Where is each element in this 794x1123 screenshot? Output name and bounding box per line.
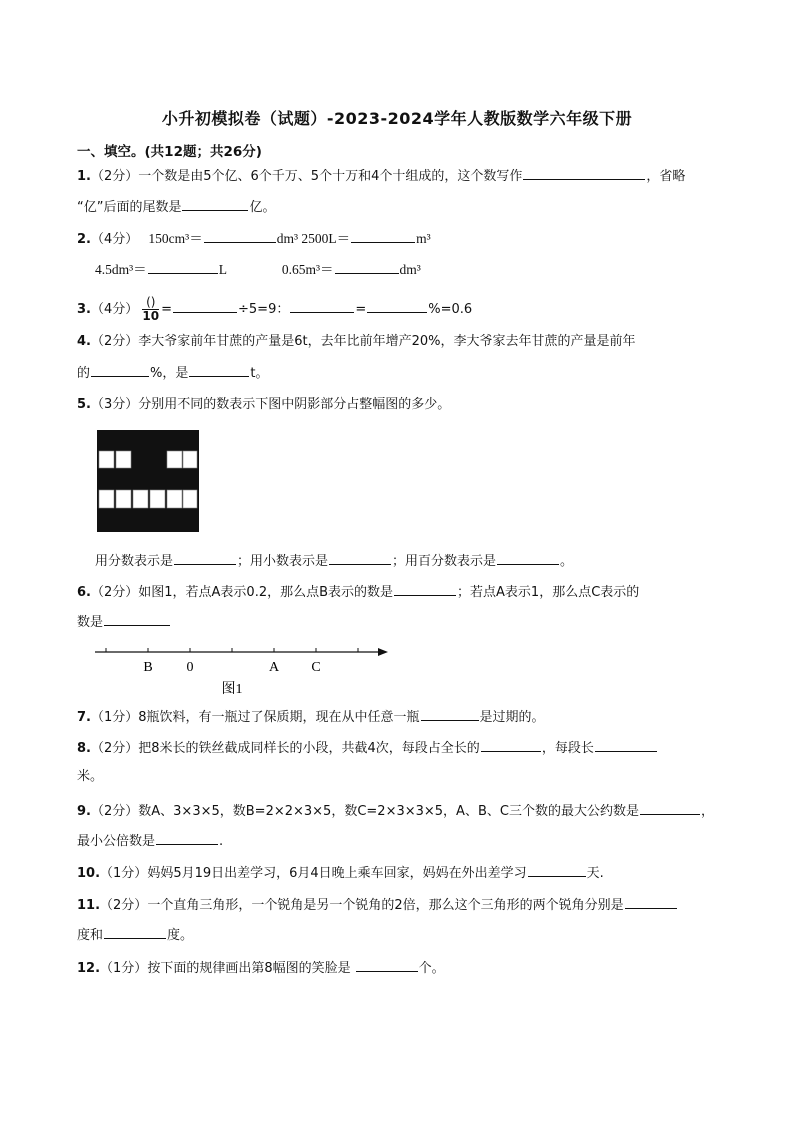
question-number: 10. (77, 866, 101, 881)
grid-cell (167, 490, 182, 508)
answer-blank[interactable] (394, 582, 456, 596)
question-text: 的 (77, 366, 91, 381)
question-score: （2分） (100, 898, 148, 913)
question-text: = (161, 302, 173, 317)
answer-blank[interactable] (148, 260, 218, 274)
question-score: （3分） (90, 397, 139, 412)
question-text: 把8米长的铁丝截成同样长的小段，共截4次，每段占全长的 (138, 741, 480, 756)
question-2-line-2 (95, 260, 421, 279)
question-text: 数A、3×3×5，数B=2×2×3×5，数C=2×3×3×5，A、B、C三个数的最大公约数是 (138, 804, 639, 819)
grid-cell (133, 490, 148, 508)
question-5-line-2 (95, 551, 573, 571)
question-6-line-1 (77, 582, 639, 602)
question-6-line-2 (77, 612, 171, 632)
question-1-line-2 (77, 197, 276, 217)
question-9-line-1 (77, 801, 714, 821)
question-text: ；用百分数表示是 (392, 554, 497, 569)
question-text: 亿。 (249, 200, 276, 215)
question-3-line (77, 296, 472, 324)
answer-blank[interactable] (182, 197, 248, 211)
question-text: 用分数表示是 (95, 554, 174, 569)
question-text: 个。 (418, 961, 445, 976)
answer-blank[interactable] (595, 738, 657, 752)
question-text: 0.65m³＝ (281, 262, 334, 277)
number-line-figure (92, 640, 392, 700)
question-score: （2分） (90, 334, 139, 349)
grid-cell (183, 451, 197, 468)
question-4-line-2 (77, 363, 268, 383)
question-4-line-1 (77, 333, 636, 351)
answer-blank[interactable] (351, 229, 415, 243)
question-text: ÷5=9： (238, 302, 290, 317)
question-score: （2分） (90, 804, 139, 819)
point-label-b: B (143, 660, 153, 675)
answer-blank[interactable] (640, 801, 700, 815)
figure-caption: 图1 (221, 682, 243, 697)
question-score: （4分） (90, 232, 139, 247)
page-title: 小升初模拟卷（试题）-2023-2024学年人教版数学六年级下册 (161, 109, 633, 128)
question-8-line-2 (77, 768, 103, 786)
question-text: 8瓶饮料，有一瓶过了保质期，现在从中任意一瓶 (138, 710, 420, 725)
grid-cell (99, 451, 114, 468)
fraction-denominator: 10 (142, 309, 160, 323)
question-text: 4.5dm³＝ (95, 262, 147, 277)
grid-cell (167, 451, 182, 468)
question-12-line (77, 958, 445, 978)
section-heading: 一、填空。(共12题；共26分) (77, 144, 262, 160)
question-number: 11. (77, 898, 101, 913)
question-text: 。 (560, 554, 574, 569)
question-text: ， (700, 804, 714, 819)
question-text: 是过期的。 (479, 710, 545, 725)
answer-blank[interactable] (156, 831, 218, 845)
question-text: 妈妈5月19日出差学习，6月4日晚上乘车回家，妈妈在外出差学习 (147, 866, 527, 881)
question-text: dm³ (399, 262, 421, 277)
question-text: t。 (250, 366, 269, 381)
question-score: （4分） (90, 302, 139, 317)
grid-cell (116, 451, 131, 468)
question-text: 按下面的规律画出第8幅图的笑脸是 (147, 961, 351, 976)
question-2-line-1 (77, 229, 431, 249)
question-text: 一个直角三角形，一个锐角是另一个锐角的2倍，那么这个三角形的两个锐角分别是 (147, 898, 624, 913)
answer-blank[interactable] (173, 299, 237, 313)
question-10-line (77, 863, 604, 883)
question-score: （1分） (100, 866, 148, 881)
question-11-line-1 (77, 895, 678, 915)
question-8-line-1 (77, 738, 658, 758)
number-line-arrow (378, 648, 388, 656)
grid-background (97, 430, 199, 532)
question-text: 分别用不同的数表示下图中阴影部分占整幅图的多少。 (138, 397, 451, 412)
grid-cell (116, 490, 131, 508)
question-number: 9. (77, 804, 91, 819)
question-number: 1. (77, 169, 91, 184)
question-number: 7. (77, 710, 91, 725)
grid-cell (183, 490, 197, 508)
question-text: 150cm³＝ (148, 231, 203, 246)
question-text: 数是 (77, 615, 104, 630)
answer-blank[interactable] (104, 925, 166, 939)
question-text: 一个数是由5个亿、6个千万、5个十万和4个十组成的，这个数写作 (138, 169, 523, 184)
answer-blank[interactable] (174, 551, 236, 565)
answer-blank[interactable] (367, 299, 427, 313)
question-11-line-2 (77, 925, 193, 945)
answer-blank[interactable] (625, 895, 677, 909)
question-text: ，每段长 (541, 741, 594, 756)
question-text: 如图1，若点A表示0.2，那么点B表示的数是 (138, 585, 394, 600)
answer-blank[interactable] (335, 260, 399, 274)
question-text: ；用小数表示是 (237, 554, 329, 569)
question-text: ，省略 (646, 169, 686, 184)
point-label-c: C (311, 660, 321, 675)
answer-blank[interactable] (329, 551, 391, 565)
question-1-line-1 (77, 166, 685, 186)
question-score: （2分） (90, 169, 139, 184)
question-score: （1分） (90, 710, 139, 725)
question-7-line (77, 707, 545, 727)
answer-blank[interactable] (290, 299, 354, 313)
question-5-line-1 (77, 396, 450, 414)
question-number: 8. (77, 741, 91, 756)
answer-blank[interactable] (189, 363, 249, 377)
question-text: 李大爷家前年甘蔗的产量是6t，去年比前年增产20%，李大爷家去年甘蔗的产量是前年 (138, 334, 636, 349)
answer-blank[interactable] (528, 863, 586, 877)
question-text: %，是 (150, 366, 189, 381)
question-text: 度和 (77, 928, 104, 943)
answer-blank[interactable] (523, 166, 645, 180)
question-text: L (218, 262, 227, 277)
question-text: %=0.6 (428, 302, 473, 317)
answer-blank[interactable] (104, 612, 170, 626)
answer-blank[interactable] (497, 551, 559, 565)
question-text: 米。 (77, 769, 104, 784)
question-text: 最小公倍数是 (77, 834, 156, 849)
question-score: （2分） (90, 741, 139, 756)
answer-blank[interactable] (356, 958, 418, 972)
point-label-zero: 0 (186, 660, 194, 675)
question-score: （2分） (90, 585, 139, 600)
question-number: 2. (77, 232, 91, 247)
question-text: “亿”后面的尾数是 (77, 200, 182, 215)
question-text: dm³ 2500L＝ (276, 231, 351, 246)
shaded-grid-figure (97, 430, 199, 532)
answer-blank[interactable] (91, 363, 149, 377)
answer-blank[interactable] (204, 229, 276, 243)
question-number: 5. (77, 397, 91, 412)
fraction (142, 296, 159, 323)
grid-cell (99, 490, 114, 508)
question-text: ；若点A表示1，那么点C表示的 (457, 585, 640, 600)
point-label-a: A (268, 660, 280, 675)
question-text: 度。 (167, 928, 194, 943)
answer-blank[interactable] (421, 707, 479, 721)
fraction-numerator[interactable]: () (142, 296, 159, 310)
question-number: 12. (77, 961, 101, 976)
question-text: m³ (416, 231, 431, 246)
question-text: 天. (586, 866, 604, 881)
question-9-line-2 (77, 831, 223, 851)
question-score: （1分） (100, 961, 148, 976)
question-text: . (219, 834, 224, 849)
answer-blank[interactable] (481, 738, 541, 752)
grid-cell (150, 490, 165, 508)
question-number: 6. (77, 585, 91, 600)
question-number: 3. (77, 302, 91, 317)
question-number: 4. (77, 334, 91, 349)
question-text: = (355, 302, 367, 317)
